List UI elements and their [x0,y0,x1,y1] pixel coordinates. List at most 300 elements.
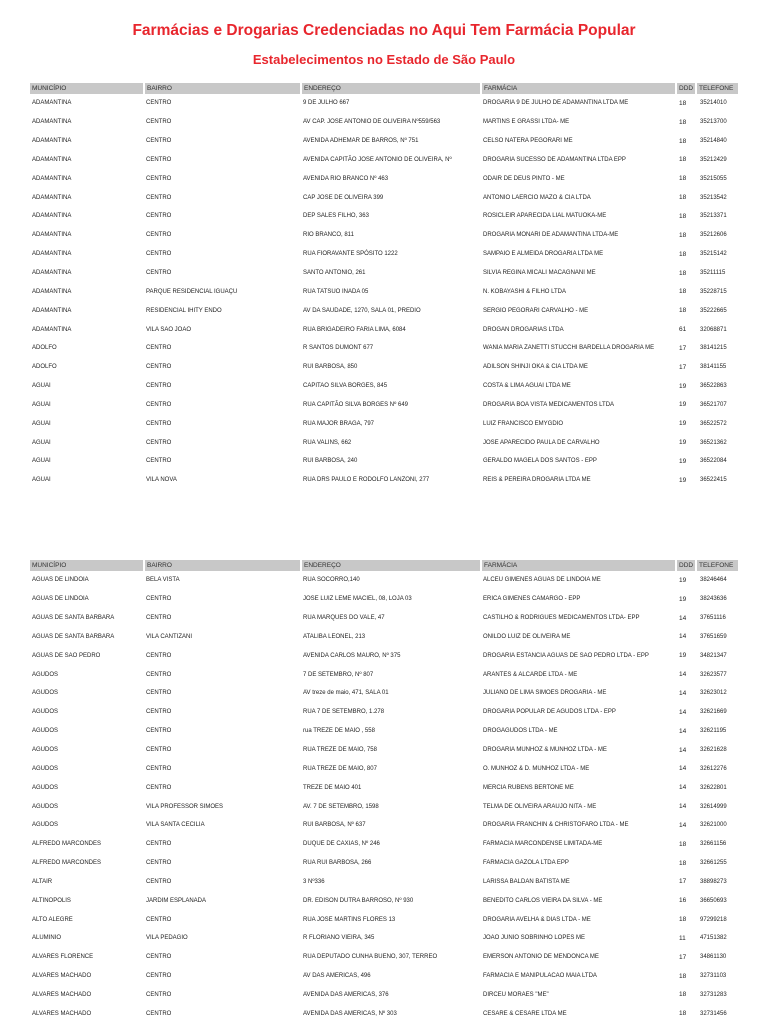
table-row [30,358,738,377]
cell-bairro: CENTRO [146,709,172,716]
cell-farmacia: DROGAGUDOS LTDA - ME [483,728,558,735]
cell-bairro: CENTRO [146,954,172,961]
cell-farmacia: ROSICLEIR APARECIDA LIAL MATUOKA-ME [483,213,607,220]
cell-endereco: 9 DE JULHO 667 [303,100,350,107]
cell-farmacia: ONILDO LUIZ DE OLIVEIRA ME [483,633,571,640]
cell-bairro: VILA PROFESSOR SIMOES [146,803,224,810]
cell-ddd: 19 [679,382,687,390]
table-row [30,741,738,760]
cell-endereco: RUA MAJOR BRAGA, 797 [303,420,375,427]
cell-telefone: 38141155 [700,364,727,371]
cell-endereco: RUI BARBOSA, Nº 637 [303,822,366,829]
cell-bairro: VILA CANTIZANI [146,633,193,640]
cell-municipio: ADAMANTINA [32,156,72,163]
cell-municipio: AGUAI [32,439,51,446]
table-row [30,320,738,339]
cell-ddd: 19 [679,439,687,447]
table-row [30,433,738,452]
cell-farmacia: SAMPAIO E ALMEIDA DROGARIA LTDA ME [483,251,604,258]
cell-municipio: AGUDOS [32,765,59,772]
cell-telefone: 35228715 [700,288,727,295]
cell-ddd: 18 [679,288,687,296]
cell-farmacia: JOAO JUNIO SOBRINHO LOPES ME [483,935,586,942]
cell-municipio: ADAMANTINA [32,232,72,239]
cell-endereco: AVENIDA CARLOS MAURO, Nº 375 [303,652,401,659]
cell-farmacia: FARMACIA MARCONDENSE LIMITADA-ME [483,841,603,848]
table-row [30,282,738,301]
cell-telefone: 36522415 [700,477,727,484]
cell-municipio: AGUAI [32,458,51,465]
cell-endereco: RUA SOCORRO,140 [303,577,360,584]
table-row [30,207,738,226]
cell-municipio: AGUDOS [32,803,59,810]
cell-farmacia: COSTA & LIMA AGUAI LTDA ME [483,383,571,390]
pharmacy-table-1 [30,83,738,490]
cell-bairro: CENTRO [146,991,172,998]
cell-municipio: ALFREDO MARCONDES [32,860,102,867]
cell-municipio: AGUDOS [32,822,59,829]
cell-telefone: 32623012 [700,690,727,697]
cell-telefone: 35212606 [700,232,727,239]
table-row [30,94,738,113]
cell-telefone: 32621195 [700,728,727,735]
table-row [30,703,738,722]
cell-bairro: CENTRO [146,784,172,791]
cell-bairro: CENTRO [146,878,172,885]
table-row [30,891,738,910]
cell-bairro: CENTRO [146,213,172,220]
table-row [30,778,738,797]
cell-municipio: ALUMINIO [32,935,62,942]
cell-farmacia: JOSE APARECIDO PAULA DE CARVALHO [483,439,600,446]
cell-endereco: R FLORIANO VIEIRA, 345 [303,935,375,942]
cell-bairro: BELA VISTA [146,577,180,584]
cell-municipio: ADAMANTINA [32,194,72,201]
cell-bairro: CENTRO [146,765,172,772]
cell-bairro: CENTRO [146,194,172,201]
cell-farmacia: N. KOBAYASHI & FILHO LTDA [483,288,567,295]
cell-municipio: ADAMANTINA [32,138,72,145]
table-row [30,590,738,609]
cell-telefone: 38141215 [700,345,727,352]
cell-telefone: 35215055 [700,175,727,182]
cell-municipio: ADOLFO [32,364,57,371]
table-row [30,609,738,628]
cell-endereco: JOSE LUIZ LEME MACIEL, 08, LOJA 03 [303,596,412,603]
cell-telefone: 32621669 [700,709,727,716]
cell-farmacia: GERALDO MAGELA DOS SANTOS - EPP [483,458,597,465]
cell-endereco: RUA TATSUO INADA 05 [303,288,369,295]
cell-farmacia: CELSO NATERA PEGORARI ME [483,138,573,145]
cell-municipio: ADAMANTINA [32,213,72,220]
cell-bairro: CENTRO [146,916,172,923]
table-row [30,132,738,151]
cell-ddd: 19 [679,457,687,465]
cell-ddd: 19 [679,476,687,484]
cell-endereco: RUA CAPITÃO SILVA BORGES Nº 649 [303,401,409,408]
table-row [30,646,738,665]
header-telefone: TELEFONE [696,560,738,571]
table-row [30,816,738,835]
cell-ddd: 14 [679,633,687,641]
cell-farmacia: DROGAN DROGARIAS LTDA [483,326,564,333]
cell-ddd: 18 [679,99,687,107]
cell-ddd: 18 [679,269,687,277]
cell-ddd: 11 [679,934,686,942]
header-telefone: TELEFONE [696,83,738,94]
cell-telefone: 36521362 [700,439,727,446]
cell-ddd: 19 [679,652,687,660]
cell-farmacia: REIS & PEREIRA DROGARIA LTDA ME [483,477,591,484]
header-ddd: DDD [676,560,696,571]
table-row [30,759,738,778]
cell-municipio: ADAMANTINA [32,251,72,258]
page-title: Farmácias e Drogarias Credenciadas no Aqui Tem Farmácia Popular [132,22,636,39]
cell-bairro: VILA SANTA CECILIA [146,822,205,829]
table-header-row [30,560,738,571]
cell-municipio: ADAMANTINA [32,119,72,126]
cell-municipio: ADAMANTINA [32,100,72,107]
cell-bairro: CENTRO [146,175,172,182]
cell-municipio: AGUDOS [32,728,59,735]
cell-municipio: ALVARES MACHADO [32,991,92,998]
cell-farmacia: DROGARIA SUCESSO DE ADAMANTINA LTDA EPP [483,156,626,163]
cell-farmacia: TELMA DE OLIVEIRA ARAUJO NITA - ME [483,803,597,810]
cell-bairro: CENTRO [146,138,172,145]
cell-ddd: 18 [679,231,687,239]
cell-telefone: 37651116 [700,615,726,622]
cell-municipio: ALVARES MACHADO [32,1010,92,1017]
cell-ddd: 19 [679,420,687,428]
cell-municipio: AGUDOS [32,690,59,697]
cell-bairro: CENTRO [146,364,172,371]
cell-endereco: CAP JOSE DE OLIVEIRA 399 [303,194,384,201]
cell-endereco: AV. 7 DE SETEMBRO, 1598 [303,803,379,810]
cell-ddd: 14 [679,821,687,829]
cell-telefone: 38898273 [700,878,727,885]
cell-farmacia: FARMACIA GAZOLA LTDA EPP [483,860,569,867]
cell-municipio: AGUAS DE SANTA BARBARA [32,633,115,640]
cell-telefone: 35213700 [700,119,727,126]
cell-endereco: AV DA SAUDADE, 1270, SALA 01, PREDIO [303,307,421,314]
cell-endereco: DUQUE DE CAXIAS, Nº 246 [303,841,380,848]
cell-endereco: RUA TREZE DE MAIO, 758 [303,747,377,754]
table-row [30,113,738,132]
cell-endereco: RUA VALINS, 662 [303,439,352,446]
cell-bairro: CENTRO [146,747,172,754]
table-row [30,910,738,929]
cell-telefone: 35213542 [700,194,727,201]
cell-telefone: 47151382 [700,935,727,942]
cell-ddd: 17 [679,363,687,371]
cell-ddd: 61 [679,326,687,334]
cell-telefone: 38246464 [700,577,727,584]
table-row [30,452,738,471]
table-row [30,264,738,283]
cell-endereco: RIO BRANCO, 811 [303,232,354,239]
cell-ddd: 19 [679,401,687,409]
cell-farmacia: ANTONIO LAERCIO MAZO & CIA LTDA [483,194,591,201]
cell-municipio: AGUAS DE LINDOIA [32,577,89,584]
cell-telefone: 32661255 [700,860,727,867]
cell-endereco: ATALIBA LEONEL, 213 [303,633,366,640]
header-bairro: BAIRRO [144,560,301,571]
cell-telefone: 36522572 [700,420,727,427]
cell-telefone: 32068871 [700,326,727,333]
cell-bairro: PARQUE RESIDENCIAL IGUAÇU [146,288,238,295]
header-endereco: ENDEREÇO [301,560,481,571]
cell-municipio: ALTO ALEGRE [32,916,73,923]
table-row [30,188,738,207]
cell-ddd: 18 [679,137,687,145]
cell-farmacia: LUIZ FRANCISCO EMYGDIO [483,420,564,427]
header-endereco: ENDEREÇO [301,83,481,94]
cell-farmacia: CASTILHO & RODRIGUES MEDICAMENTOS LTDA- EPP [483,615,640,622]
cell-bairro: CENTRO [146,100,172,107]
cell-municipio: AGUDOS [32,709,59,716]
cell-municipio: AGUAS DE SAO PEDRO [32,652,101,659]
cell-bairro: CENTRO [146,383,172,390]
cell-farmacia: ARANTES & ALCARDE LTDA - ME [483,671,578,678]
cell-municipio: ADAMANTINA [32,270,72,277]
table-row [30,169,738,188]
cell-endereco: RUA RUI BARBOSA, 266 [303,860,372,867]
cell-ddd: 14 [679,671,687,679]
cell-bairro: CENTRO [146,596,172,603]
header-municipio: MUNICÍPIO [30,83,144,94]
cell-farmacia: DROGARIA BOA VISTA MEDICAMENTOS LTDA [483,401,615,408]
cell-farmacia: DIRCEU MORAES "ME" [483,991,549,998]
cell-farmacia: MERCIA RUBENS BERTONE ME [483,784,574,791]
cell-ddd: 17 [679,878,687,886]
cell-municipio: AGUAI [32,401,51,408]
cell-farmacia: FARMACIA E MANIPULACAO MAIA LTDA [483,973,597,980]
cell-municipio: ALVARES MACHADO [32,973,92,980]
cell-endereco: AV DAS AMERICAS, 496 [303,973,371,980]
cell-bairro: CENTRO [146,690,172,697]
cell-endereco: 7 DE SETEMBRO, Nº 807 [303,671,374,678]
table-row [30,835,738,854]
cell-farmacia: DROGARIA MUNHOZ & MUNHOZ LTDA - ME [483,747,607,754]
cell-bairro: CENTRO [146,420,172,427]
header-municipio: MUNICÍPIO [30,560,144,571]
cell-municipio: AGUAS DE LINDOIA [32,596,89,603]
table-row [30,414,738,433]
cell-farmacia: SERGIO PEGORARI CARVALHO - ME [483,307,589,314]
table-row [30,873,738,892]
table-row [30,665,738,684]
cell-bairro: CENTRO [146,345,172,352]
table-row [30,684,738,703]
header-farmacia: FARMÁCIA [481,83,676,94]
cell-bairro: CENTRO [146,251,172,258]
cell-telefone: 35214840 [700,138,727,145]
cell-municipio: ALTAIR [32,878,53,885]
cell-farmacia: DROGARIA AVELHA & DIAS LTDA - ME [483,916,591,923]
cell-telefone: 32731283 [700,991,727,998]
cell-telefone: 32623577 [700,671,727,678]
cell-ddd: 16 [679,897,687,905]
cell-bairro: CENTRO [146,439,172,446]
cell-ddd: 18 [679,859,687,867]
cell-telefone: 36522863 [700,383,727,390]
cell-endereco: DEP SALES FILHO, 363 [303,213,369,220]
table-row [30,151,738,170]
cell-bairro: VILA PEDAGIO [146,935,188,942]
cell-farmacia: DROGARIA POPULAR DE AGUDOS LTDA - EPP [483,709,616,716]
cell-ddd: 19 [679,595,687,603]
cell-telefone: 35214010 [700,100,727,107]
cell-bairro: CENTRO [146,1010,172,1017]
cell-ddd: 18 [679,156,687,164]
cell-bairro: RESIDENCIAL IHITY ENDO [146,307,222,314]
table-row [30,226,738,245]
cell-endereco: rua TREZE DE MAIO , 558 [303,728,375,735]
cell-bairro: CENTRO [146,841,172,848]
page-subtitle: Estabelecimentos no Estado de São Paulo [252,52,516,67]
cell-endereco: RUA 7 DE SETEMBRO, 1.278 [303,709,385,716]
cell-endereco: AVENIDA DAS AMERICAS, Nº 303 [303,1010,397,1017]
cell-farmacia: JULIANO DE LIMA SIMOES DROGARIA - ME [483,690,607,697]
cell-municipio: AGUDOS [32,747,59,754]
cell-farmacia: SILVIA REGINA MICALI MACAGNANI ME [483,270,596,277]
cell-telefone: 36522084 [700,458,727,465]
cell-endereco: RUA MARQUES DO VALE, 47 [303,615,385,622]
cell-endereco: AV treze de maio, 471, SALA 01 [303,690,389,697]
cell-municipio: AGUAI [32,420,51,427]
cell-ddd: 14 [679,765,687,773]
cell-ddd: 14 [679,614,687,622]
table-row [30,571,738,590]
cell-bairro: CENTRO [146,119,172,126]
cell-telefone: 32621628 [700,747,727,754]
cell-ddd: 17 [679,344,687,352]
table-row [30,301,738,320]
cell-ddd: 18 [679,1010,687,1018]
cell-endereco: RUA JOSE MARTINS FLORES 13 [303,916,396,923]
cell-municipio: ADAMANTINA [32,288,72,295]
cell-telefone: 36521707 [700,401,727,408]
cell-ddd: 18 [679,118,687,126]
table-row [30,986,738,1005]
table-row [30,854,738,873]
cell-municipio: ADAMANTINA [32,175,72,182]
cell-telefone: 35211115 [700,270,726,277]
cell-endereco: SANTO ANTONIO, 261 [303,270,366,277]
header-farmacia: FARMÁCIA [481,560,676,571]
cell-telefone: 34821347 [700,652,727,659]
cell-telefone: 32661156 [700,841,727,848]
cell-farmacia: DROGARIA FRANCHIN & CHRISTOFARO LTDA - ME [483,822,629,829]
cell-farmacia: DROGARIA ESTANCIA AGUAS DE SAO PEDRO LTDA - EPP [483,652,649,659]
cell-telefone: 37651659 [700,633,727,640]
cell-farmacia: O. MUNHOZ & D. MUNHOZ LTDA - ME [483,765,590,772]
cell-telefone: 97299218 [700,916,727,923]
cell-bairro: CENTRO [146,401,172,408]
cell-ddd: 18 [679,250,687,258]
cell-bairro: VILA SAO JOAO [146,326,192,333]
cell-endereco: DR. EDISON DUTRA BARROSO, Nº 930 [303,897,414,904]
cell-telefone: 35212429 [700,156,727,163]
cell-ddd: 14 [679,784,687,792]
cell-bairro: CENTRO [146,270,172,277]
cell-ddd: 18 [679,307,687,315]
table-header-row [30,83,738,94]
cell-bairro: CENTRO [146,458,172,465]
table-row [30,471,738,490]
cell-telefone: 32621000 [700,822,727,829]
cell-endereco: TREZE DE MAIO 401 [303,784,362,791]
cell-ddd: 17 [679,953,687,961]
cell-municipio: AGUDOS [32,784,59,791]
cell-ddd: 14 [679,803,687,811]
cell-municipio: ADAMANTINA [32,326,72,333]
cell-ddd: 14 [679,689,687,697]
cell-ddd: 18 [679,972,687,980]
cell-bairro: CENTRO [146,156,172,163]
cell-municipio: AGUAI [32,383,51,390]
cell-endereco: RUA BRIGADEIRO FARIA LIMA, 6084 [303,326,406,333]
cell-telefone: 32731103 [700,973,727,980]
cell-telefone: 35213371 [700,213,727,220]
cell-ddd: 18 [679,916,687,924]
cell-ddd: 14 [679,708,687,716]
cell-farmacia: ODAIR DE DEUS PINTO - ME [483,175,565,182]
cell-endereco: R SANTOS DUMONT 677 [303,345,374,352]
cell-endereco: RUA FIORAVANTE SPÓSITO 1222 [303,251,398,258]
table-row [30,797,738,816]
cell-endereco: RUA DRS PAULO E RODOLFO LANZONI, 277 [303,477,430,484]
cell-bairro: CENTRO [146,860,172,867]
cell-farmacia: EMERSON ANTONIO DE MENDONCA ME [483,954,599,961]
cell-ddd: 18 [679,840,687,848]
cell-ddd: 14 [679,727,687,735]
cell-municipio: ADOLFO [32,345,57,352]
cell-telefone: 38243636 [700,596,727,603]
cell-ddd: 18 [679,991,687,999]
cell-farmacia: CESARE & CESARE LTDA ME [483,1010,567,1017]
cell-telefone: 35215142 [700,251,727,258]
cell-ddd: 18 [679,175,687,183]
cell-telefone: 32612276 [700,765,727,772]
cell-bairro: JARDIM ESPLANADA [146,897,207,904]
cell-endereco: RUA DEPUTADO CUNHA BUENO, 307, TERREO [303,954,438,961]
cell-municipio: ADAMANTINA [32,307,72,314]
cell-municipio: ALVARES FLORENCE [32,954,94,961]
cell-telefone: 34861130 [700,954,727,961]
cell-farmacia: DROGARIA MONARI DE ADAMANTINA LTDA-ME [483,232,619,239]
table-row [30,948,738,967]
table-row [30,722,738,741]
cell-bairro: CENTRO [146,728,172,735]
cell-farmacia: ERICA GIMENES CAMARGO - EPP [483,596,581,603]
header-ddd: DDD [676,83,696,94]
cell-endereco: RUI BARBOSA, 850 [303,364,358,371]
cell-farmacia: ALCEU GIMENES AGUAS DE LINDOIA ME [483,577,601,584]
cell-municipio: ALFREDO MARCONDES [32,841,102,848]
cell-endereco: AVENIDA CAPITÃO JOSE ANTONIO DE OLIVEIRA, Nº [303,156,452,163]
cell-farmacia: MARTINS E GRASSI LTDA- ME [483,119,570,126]
cell-telefone: 32731456 [700,1010,727,1017]
header-bairro: BAIRRO [144,83,301,94]
table-row [30,396,738,415]
table-row [30,377,738,396]
table-row [30,339,738,358]
cell-telefone: 32614999 [700,803,727,810]
cell-municipio: AGUAI [32,477,51,484]
cell-ddd: 18 [679,212,687,220]
cell-endereco: AV CAP. JOSE ANTONIO DE OLIVEIRA Nº559/563 [303,119,441,126]
